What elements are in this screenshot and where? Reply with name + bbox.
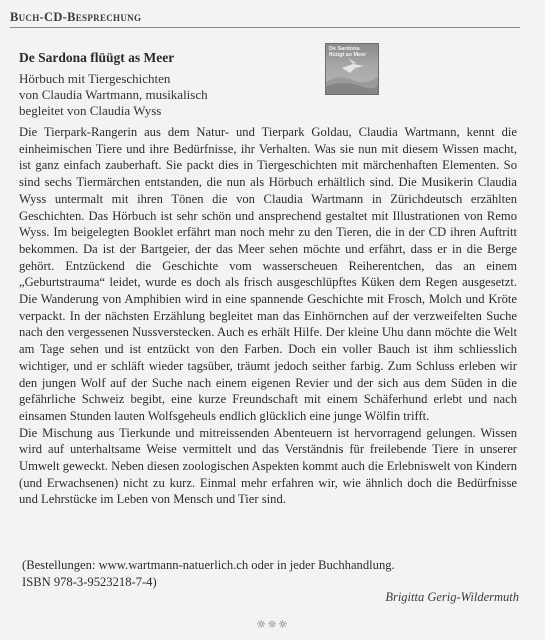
- cd-cover-image: [325, 43, 379, 95]
- isbn-line: ISBN 978-3-9523218-7-4): [22, 574, 157, 589]
- body-paragraph: Die Tierpark-Rangerin aus dem Natur- und Tierpark Goldau, Claudia Wartmann, kennt die einheimischen Tiere und ihre Bedürfnisse, ihr Verhalten. Was sie nun mit diesem Wissen macht, ist ganz einfach zauberhaft. Sie packt dies in Tiergeschichten mit märchenhaften Elementen. So sind sechs Tiermärchen entstanden, die nun als Hörbuch erhältlich sind. Die Musikerin Claudia Wyss untermalt mit ihren Tönen die von Claudia Wartmann in Zürichdeutsch erzählten Geschichten. Das Hörbuch ist sehr schön und ansprechend gestaltet mit Illustrationen von Remo Wyss. Im beigelegten Booklet erfährt man noch mehr zu den Tieren, die in der CD ihren Auftritt bekommen. Da ist der Bartgeier, der das Meer sehen möchte und erfährt, dass er in die Berge gehört. Entzückend die Geschichte vom wasserscheuen Reiherentchen, das an einem „Geburtstrauma“ leidet, wurde es doch als frisch ausgeschlüpftes Küken dem Regen ausgesetzt. Die Wanderung von Amphibien wird in eine spannende Geschichte mit Frosch, Molch und Kröte verpackt. In der nächsten Erzählung begleitet man das Einhörnchen auf der verzweifelten Suche nach den vergessenen Nussverstecken. Auch es erhält Hilfe. Der kleine Uhu dann möchte die Welt am Tage sehen und ist entzückt von den Farben. Doch ein voller Bauch ist ihm schliesslich wichtiger, und er schläft wieder tagsüber, träumt jedoch seither farbig. Zum Schluss erleben wir den jungen Wolf auf der Suche nach einem eigenen Revier und der sich aus dem Süden in die gefährliche Schweiz begibt, eine kurze Freundschaft mit einem Schäferhund erlebt und nach einsamen Stunden lauten Wolfsgeheuls endlich glücklich eine junge Wölfin trifft.: [19, 125, 517, 423]
- subtitle-line: begleitet von Claudia Wyss: [19, 103, 162, 118]
- cover-title: De Sardona flüügt as Meer: [329, 46, 367, 58]
- section-header-label: Buch-CD-Besprechung: [10, 10, 142, 24]
- order-info: [22, 557, 395, 590]
- section-header: [10, 10, 520, 28]
- order-line: (Bestellungen: www.wartmann-natuerlich.ch oder in jeder Buchhandlung.: [22, 558, 395, 572]
- body-paragraph: Die Mischung aus Tierkunde und mitreissenden Abenteuern ist hervorragend gelungen. Wissen wird auf unterhaltsame Weise vermittelt und das Verständnis für freilebende Tiere in unserer Umwelt geweckt. Neben diesen zoologischen Aspekten kommt auch die Erlebniswelt von Kindern (und Erwachsenen) nicht zu kurz. Einmal mehr erfahren wir, wie ähnlich doch die Bedürfnisse und Lehrstücke im Leben von Mensch und Tier sind.: [19, 425, 517, 507]
- review-body: [19, 124, 517, 508]
- review-subtitle: [19, 71, 208, 119]
- review-author: Brigitta Gerig-Wildermuth: [385, 590, 519, 604]
- review-title: De Sardona flüügt as Meer: [19, 50, 175, 65]
- subtitle-line: von Claudia Wartmann, musikalisch: [19, 87, 208, 102]
- bird-icon: [342, 58, 364, 74]
- subtitle-line: Hörbuch mit Tiergeschichten: [19, 71, 171, 86]
- ornament-divider: ☼☼☼: [256, 618, 289, 631]
